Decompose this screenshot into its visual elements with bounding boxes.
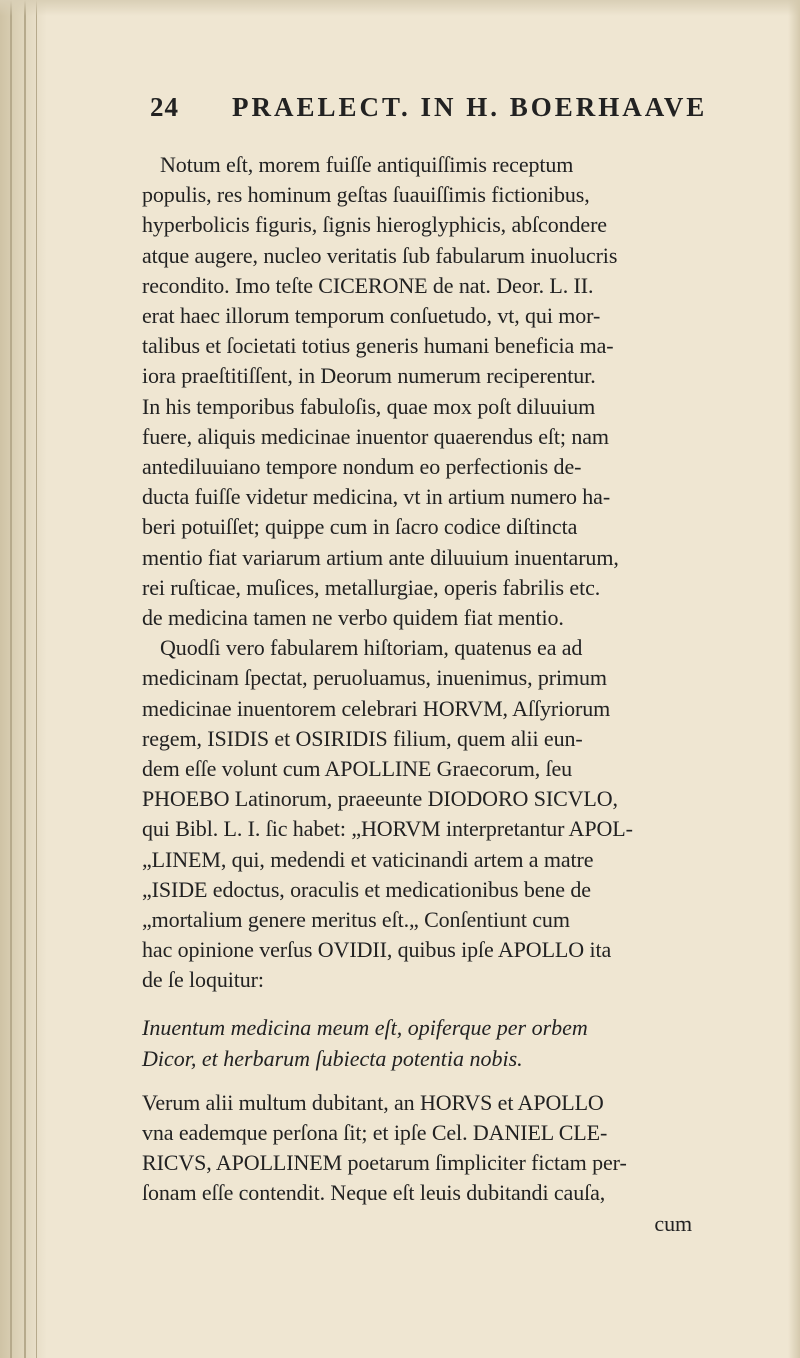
text-line: qui Bibl. L. I. ſic habet: „HORVM interpretantur APOL- (142, 816, 633, 842)
top-edge-shadow (0, 0, 800, 16)
spine-line (10, 0, 12, 1358)
text-line: ducta fuiſſe videtur medicina, vt in artium numero ha- (142, 484, 611, 510)
text-line: medicinam ſpectat, peruoluamus, inuenimus, primum (142, 665, 607, 691)
text-line: recondito. Imo teſte CICERONE de nat. Deor. L. II. (142, 272, 594, 298)
text-line: PHOEBO Latinorum, praeeunte DIODORO SICVLO, (142, 786, 618, 812)
paragraph-1 (142, 150, 732, 633)
text-line: medicinae inuentorem celebrari HORVM, Aſſyriorum (142, 695, 611, 721)
catchword: cum (654, 1210, 692, 1236)
text-line: „ISIDE edoctus, oraculis et medicationibus bene de (142, 876, 591, 902)
text-line: regem, ISIDIS et OSIRIDIS filium, quem alii eun- (142, 725, 583, 751)
text-line: de medicina tamen ne verbo quidem fiat mentio. (142, 605, 564, 631)
text-line: Quodſi vero fabularem hiſtoriam, quatenus ea ad (160, 635, 583, 661)
text-line: „LINEM, qui, medendi et vaticinandi artem a matre (142, 846, 594, 872)
text-line: Notum eſt, morem fuiſſe antiquiſſimis receptum (160, 152, 574, 177)
text-line: atque augere, nucleo veritatis ſub fabularum inuolucris (142, 242, 618, 268)
text-line: beri potuiſſet; quippe cum in ſacro codice diſtincta (142, 514, 578, 540)
text-line: ſonam eſſe contendit. Neque eſt leuis dubitandi cauſa, (142, 1180, 606, 1206)
text-line: RICVS, APOLLINEM poetarum ſimpliciter fictam per- (142, 1150, 627, 1176)
page-number: 24 (150, 92, 179, 122)
text-line: fuere, aliquis medicinae inuentor quaerendus eſt; nam (142, 423, 609, 449)
book-spine-shadow (0, 0, 46, 1358)
verse-quotation (142, 1012, 732, 1074)
running-head: PRAELECT. IN H. BOERHAAVE (232, 92, 708, 122)
text-line: de ſe loquitur: (142, 967, 264, 993)
text-line: talibus et ſocietati totius generis humani beneficia ma- (142, 333, 614, 359)
paragraph-3 (142, 1088, 732, 1239)
text-line: In his temporibus fabuloſis, quae mox poſt diluuium (142, 393, 596, 419)
text-line: „mortalium genere meritus eſt.„ Conſentiunt cum (142, 907, 570, 933)
text-line: Verum alii multum dubitant, an HORVS et APOLLO (142, 1089, 604, 1115)
text-line: antediluuiano tempore nondum eo perfectionis de- (142, 454, 582, 480)
text-line: vna eademque perſona ſit; et ipſe Cel. DANIEL CLE- (142, 1119, 608, 1145)
text-line: dem eſſe volunt cum APOLLINE Graecorum, ſeu (142, 756, 573, 782)
verse-line: Dicor, et herbarum ſubiecta potentia nobis. (142, 1045, 523, 1071)
text-line: hac opinione verſus OVIDII, quibus ipſe APOLLO ita (142, 937, 612, 963)
spine-line (24, 0, 26, 1358)
text-line: erat haec illorum temporum conſuetudo, vt, qui mor- (142, 303, 601, 329)
right-edge-shadow (788, 0, 800, 1358)
text-line: mentio fiat variarum artium ante diluuium inuentarum, (142, 544, 619, 570)
text-line: rei ruſticae, muſices, metallurgiae, operis fabrilis etc. (142, 574, 601, 600)
text-line: populis, res hominum geſtas ſuauiſſimis fictionibus, (142, 182, 590, 208)
text-line: iora praeſtitiſſent, in Deorum numerum reciperentur. (142, 363, 596, 389)
spine-line (36, 0, 37, 1358)
page-header (150, 92, 730, 132)
verse-line: Inuentum medicina meum eſt, opiferque per orbem (142, 1014, 588, 1040)
text-line: hyperbolicis figuris, ſignis hieroglyphicis, abſcondere (142, 212, 607, 238)
paragraph-2 (142, 633, 732, 995)
body-text (142, 150, 732, 1239)
